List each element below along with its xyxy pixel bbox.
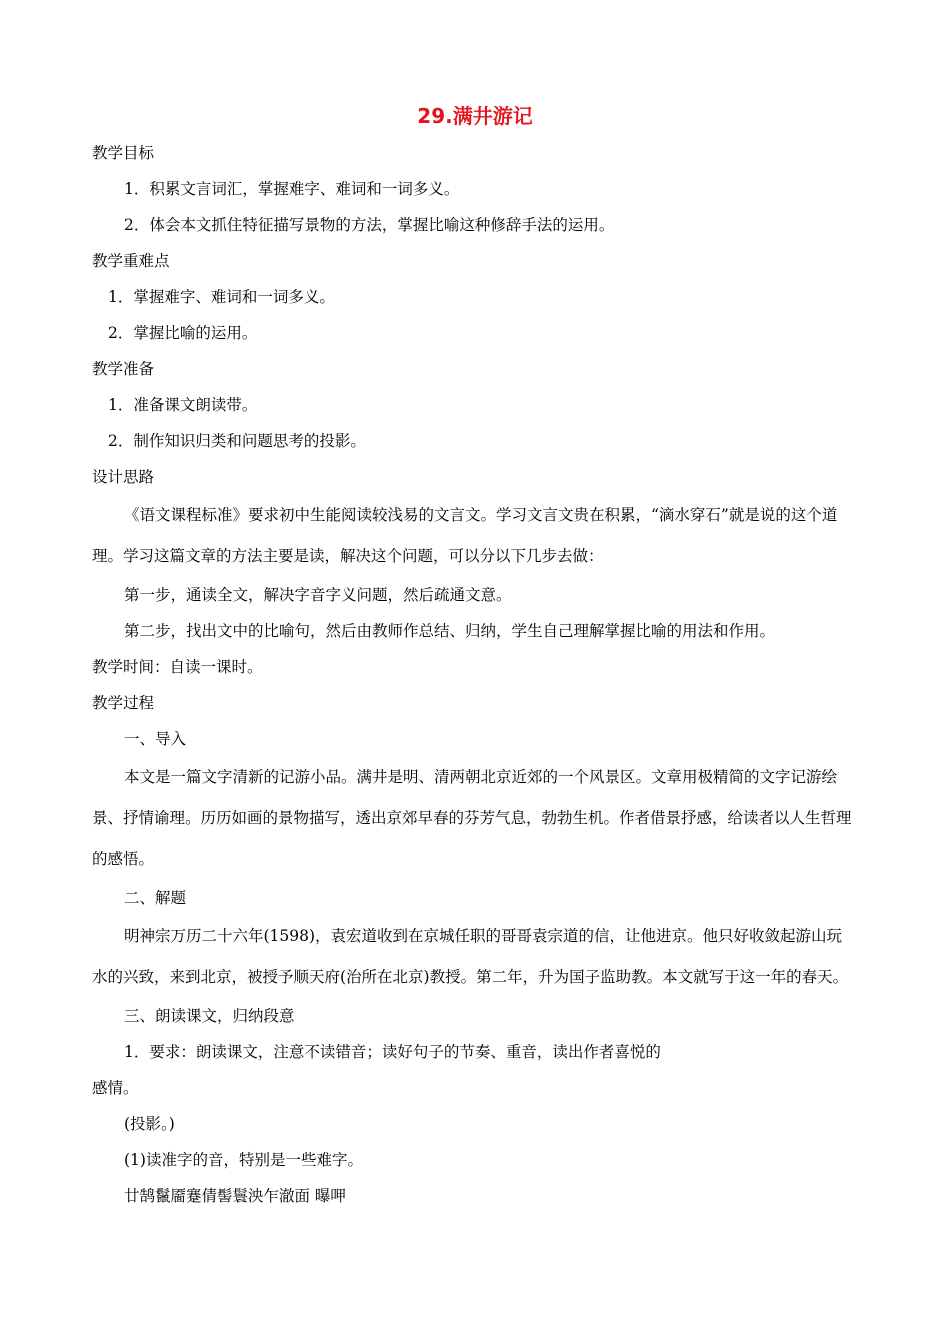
intro-paragraph: 本文是一篇文字清新的记游小品。满井是明、清两朝北京近郊的一个风景区。文章用极精简的文字记游绘景、抒情谕理。历历如画的景物描写，透出京郊早春的芬芳气息，勃勃生机。作者借景抒感，给读者以人生哲理的感悟。 [92, 768, 852, 868]
document-body [92, 135, 852, 1214]
difficult-characters: 廿鹄鬣靥蹇倩髻鬟泱乍澈面 曝呷 [124, 1187, 346, 1205]
preparation-item: 2．制作知识归类和问题思考的投影。 [108, 432, 366, 450]
section-heading-process: 教学过程 [92, 694, 155, 712]
reading-requirement: 1．要求：朗读课文，注意不读错音；读好句子的节奏、重音，读出作者喜悦的 [124, 1043, 661, 1061]
preparation-item: 1．准备课文朗读带。 [108, 396, 258, 414]
section-heading-objectives: 教学目标 [92, 144, 155, 162]
design-paragraph: 《语文课程标准》要求初中生能阅读较浅易的文言文。学习文言文贵在积累，“滴水穿石”就是说的这个道理。学习这篇文章的方法主要是读，解决这个问题，可以分以下几步去做： [92, 506, 838, 565]
process-subheading: 一、导入 [124, 730, 187, 748]
objective-item: 1．积累文言词汇，掌握难字、难词和一词多义。 [124, 180, 460, 198]
section-heading-preparation: 教学准备 [92, 360, 155, 378]
key-point-item: 1．掌握难字、难词和一词多义。 [108, 288, 335, 306]
design-step: 第一步，通读全文，解决字音字义问题，然后疏通文意。 [124, 586, 512, 604]
title-explanation-paragraph: 明神宗万历二十六年(1598)，袁宏道收到在京城任职的哥哥袁宗道的信，让他进京。他只好收敛起游山玩水的兴致，来到北京，被授予顺天府(治所在北京)教授。第二年，升为国子监助教。本文就写于这一年的春天。 [92, 927, 849, 986]
key-point-item: 2．掌握比喻的运用。 [108, 324, 258, 342]
section-heading-key-points: 教学重难点 [92, 252, 170, 270]
page-title: 29.满井游记 [417, 104, 533, 128]
pronunciation-task: (1)读准字的音，特别是一些难字。 [124, 1151, 363, 1169]
objective-item: 2．体会本文抓住特征描写景物的方法，掌握比喻这种修辞手法的运用。 [124, 216, 615, 234]
section-heading-design: 设计思路 [92, 468, 155, 486]
reading-requirement-continued: 感情。 [92, 1079, 139, 1097]
process-subheading: 二、解题 [124, 889, 187, 907]
design-step: 第二步，找出文中的比喻句，然后由教师作总结、归纳，学生自己理解掌握比喻的用法和作用。 [124, 622, 776, 640]
teaching-time: 教学时间：自读一课时。 [92, 658, 263, 676]
projection-note: (投影。) [124, 1115, 175, 1133]
process-subheading: 三、朗读课文，归纳段意 [124, 1007, 295, 1025]
